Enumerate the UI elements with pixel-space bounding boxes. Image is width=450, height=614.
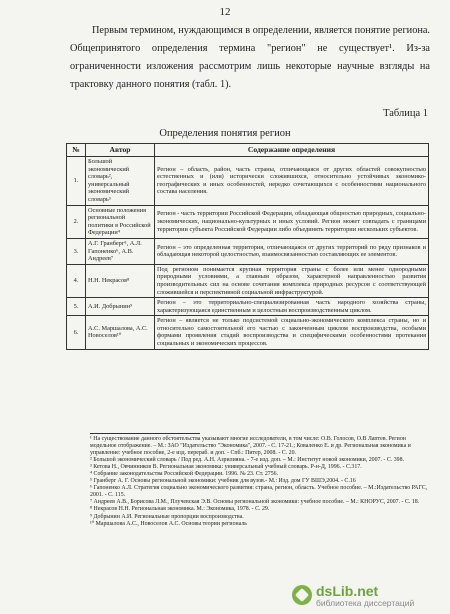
header-number: №	[67, 144, 86, 157]
row-author: А.Г. Гранберг⁵, А.Л. Гапоненко⁶, А.В. Андреев⁷	[86, 238, 155, 264]
row-content: Регион - часть территории Российской Федерации, обладающая общностью природных, социально-экономических, национально-культурных и иных условий. Регион может совпадать с границами территории субъекта Российской Федерации либо объединять территории нескольких субъектов.	[155, 205, 429, 238]
table-row	[67, 298, 429, 316]
row-author: А.И. Добрынин⁹	[86, 298, 155, 316]
row-content: Регион – это территориально-специализированная часть народного хозяйства страны, характеризующаяся единственным и целостным воспроизводственным циклом.	[155, 298, 429, 316]
table-row	[67, 157, 429, 206]
watermark-brand: dsLib.net	[316, 583, 379, 599]
footnote: ⁶ Гапоненко А.Л. Стратегия социально экономического развития: страна, регион, область. Учебное пособие. – М.:Издательство РАГС, 2001. - С. 115.	[90, 485, 428, 499]
footnotes	[90, 436, 430, 528]
footnote: ⁷ Андреев А.В., Борисова Л.М., Плучевская Э.В. Основы региональной экономики: учебное пособие. – М.: КНОРУС, 2007. - С. 18.	[90, 499, 420, 506]
row-author: Большой экономический словарь², универсальный экономический словарь³	[86, 157, 155, 206]
row-author: Основные положения региональной политики в Российской Федерации⁴	[86, 205, 155, 238]
header-author: Автор	[86, 144, 155, 157]
footnote-divider	[90, 433, 200, 434]
body-text	[70, 22, 430, 94]
row-number: 5.	[67, 298, 86, 316]
table-row	[67, 264, 429, 297]
row-author: Н.Н. Некрасов⁸	[86, 264, 155, 297]
row-number: 6.	[67, 316, 86, 349]
table-row	[67, 238, 429, 264]
table-header-row	[67, 144, 429, 157]
row-content: Регион – это определенная территория, отличающаяся от других территорий по ряду признаков и обладающая некоторой целостностью, взаимосвязанностью составляющих ее элементов.	[155, 238, 429, 264]
definitions-table	[66, 143, 429, 350]
footnote: ⁴ Собрание законодательства Российской Федерации. 1996. № 23. Ст. 2756.	[90, 471, 279, 478]
table-row	[67, 205, 429, 238]
footnote: ¹⁰ Маршалова А.С., Новоселов А.С. Основы теории региональ	[90, 520, 247, 527]
table-label: Таблица 1	[383, 108, 428, 119]
footnote: ² Большой экономический словарь / Под ред. А.Н. Азрилияна. - 7-е изд. доп. – М.: Институт новой экономики, 2007. - С. 398.	[90, 457, 405, 464]
row-content: Под регионом понимается крупная территория страны с более или менее однородными природными условиями, а главным образом, характерной направленностью развития производительных сил на основе сочетания комплекса природных ресурсов с соответствующей сложившейся и перспективной социальной инфраструктурой.	[155, 264, 429, 297]
row-number: 2.	[67, 205, 86, 238]
row-author: А.С. Маршалова, А.С. Новоселов¹⁰	[86, 316, 155, 349]
footnote: ⁹ Добрынин А.И. Региональные пропорции воспроизводства.	[90, 513, 244, 520]
footnote: ³ Кетова Н., Овчинников В. Региональная экономика: универсальный учебный словарь. Р-н-Д, 1996. - С.317.	[90, 464, 362, 471]
intro-paragraph: Первым термином, нуждающимся в определении, является понятие региона. Общепринятого определения термина "регион" не существует¹. Из-за ограниченности изложения рассмотрим лишь некоторые научные взгляды на трактовку данного понятия (табл. 1).	[70, 25, 430, 90]
table-title: Определения понятия регион	[159, 128, 291, 139]
row-content: Регион – является не только подсистемой социально-экономического комплекса страны, но и относительно самостоятельной его частью с законченным циклом воспроизводства, особыми формами проявления стадий воспроизводства и специфическими особенностями протекания социальных и экономических процессов.	[155, 316, 429, 349]
header-content: Содержание определения	[155, 144, 429, 157]
table-row	[67, 316, 429, 349]
dslib-logo-icon	[292, 585, 312, 605]
row-number: 1.	[67, 157, 86, 206]
footnote: ¹ На существование данного обстоятельства указывают многие исследователи, в том числе: О.В. Голосов, О.В Лаптев. Регион модельное отображение. – М.: ЗАО "Издательство "Экономика", 2007. - С. 17-21.; Коваленко Е. и др. Региональная экономика и управление: учебное пособие, 2-е изд. перераб. и доп. - Спб.: Питер, 2008. - С. 20.	[90, 436, 411, 457]
footnote: ⁵ Гранберг А. Г. Основы региональной экономики: учебник для вузов.- М.: Изд. дом ГУ ВШЭ,2004. - С.16	[90, 478, 356, 485]
row-number: 4.	[67, 264, 86, 297]
watermark-caption: библиотека диссертаций	[316, 598, 415, 608]
watermark-logo	[292, 583, 444, 609]
row-number: 3.	[67, 238, 86, 264]
row-content: Регион – область, район, часть страны, отличающаяся от других областей совокупностью естественных и (или) исторически сложившихся, относительно устойчивых экономико-географических и иных особенностей, нередко сочетающихся с особенностями национального состава населения.	[155, 157, 429, 206]
footnote: ⁸ Некрасов Н.Н. Региональная экономика. М.: Экономика, 1978. - С. 29.	[90, 506, 270, 513]
page-number: 12	[219, 6, 231, 18]
